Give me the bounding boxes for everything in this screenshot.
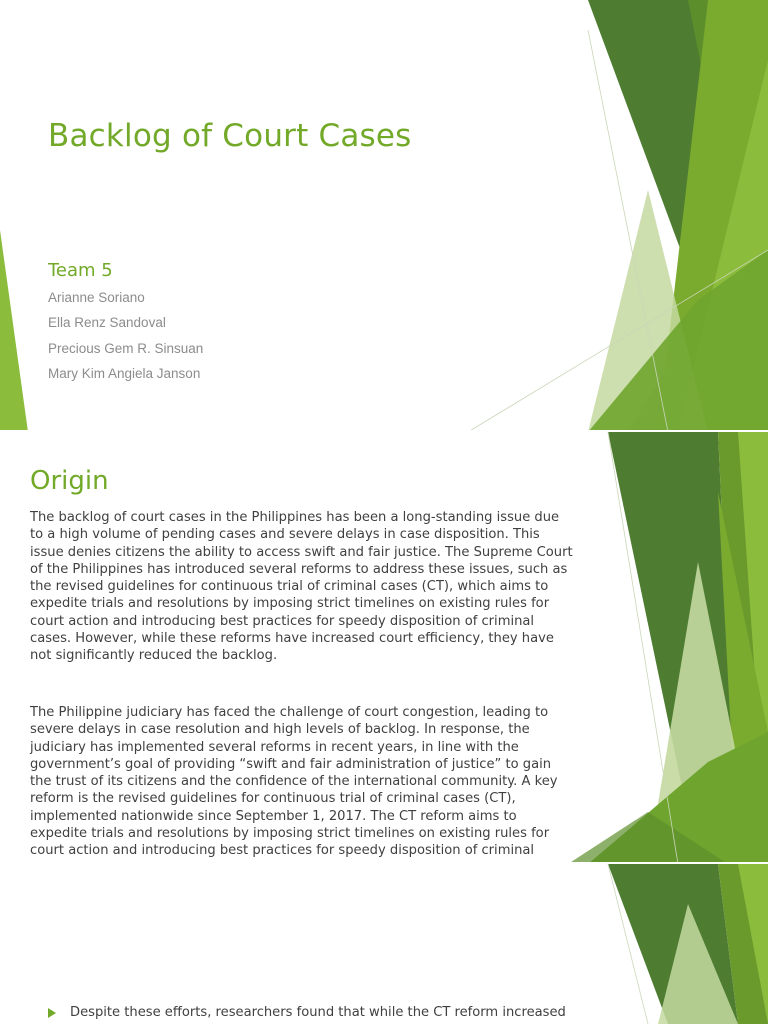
findings-slide xyxy=(0,864,768,1024)
team-member-list xyxy=(48,289,203,391)
presentation-title: Backlog of Court Cases xyxy=(48,118,412,154)
origin-paragraph: The backlog of court cases in the Philippines has been a long-standing issue due to a high volume of pending cases and severe delays in case disposition. This issue denies citizens the ability to access swift and fair justice. The Supreme Court of the Philippines has introduced several reforms to address these issues, such as the revised guidelines for continuous trial of criminal cases (CT), which aims to expedite trials and resolutions by imposing strict timelines on existing rules for court action and introducing best practices for speedy disposition of criminal cases. However, while these reforms have increased court efficiency, they have not significantly reduced the backlog. xyxy=(30,510,573,664)
team-member: Mary Kim Angiela Janson xyxy=(48,366,201,382)
team-member: Arianne Soriano xyxy=(48,290,145,305)
title-slide xyxy=(0,0,768,432)
team-member: Precious Gem R. Sinsuan xyxy=(48,340,204,356)
green-geometric-decoration xyxy=(588,0,768,432)
origin-slide xyxy=(0,432,768,864)
section-title: Origin xyxy=(30,466,109,496)
bullet-text: Despite these efforts, researchers found that while the CT reform increased xyxy=(70,1005,566,1020)
green-geometric-decoration xyxy=(588,864,768,1024)
left-accent-shape xyxy=(0,0,28,432)
team-name: Team 5 xyxy=(48,260,113,281)
origin-paragraph: The Philippine judiciary has faced the challenge of court congestion, leading to severe delays in case resolution and high levels of backlog. In response, the judiciary has implemented several reforms in recent years, in line with the government’s goal of providing “swift and fair administration of justice” to gain the trust of its citizens and the confidence of the international community. A key reform is the revised guidelines for continuous trial of criminal cases (CT), implemented nationwide since September 1, 2017. The CT reform aims to expedite trials and resolutions by imposing strict timelines on existing rules for court action and introducing best practices for speedy disposition of criminal xyxy=(30,705,558,859)
team-member: Ella Renz Sandoval xyxy=(48,315,166,331)
triangle-bullet-icon xyxy=(48,1008,56,1018)
green-geometric-decoration xyxy=(588,432,768,864)
